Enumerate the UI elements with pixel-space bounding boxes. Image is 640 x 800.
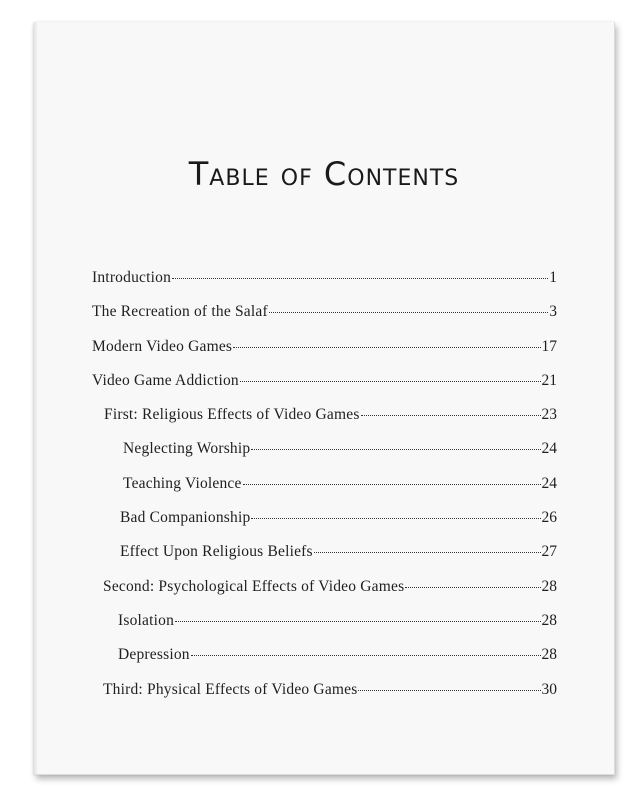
toc-entry xyxy=(34,578,614,612)
toc-entry-title: Bad Companionship xyxy=(120,509,251,527)
toc-dot-leader xyxy=(240,381,541,382)
toc-entry-title: The Recreation of the Salaf xyxy=(92,303,268,321)
toc-entry xyxy=(34,269,614,303)
toc-dot-leader xyxy=(243,484,541,485)
toc-entry-title: Introduction xyxy=(92,269,172,286)
toc-entry xyxy=(34,475,614,509)
page-title: Table of Contents xyxy=(188,155,460,193)
toc-entry-page: 24 xyxy=(541,474,557,492)
toc-entry-title: Isolation xyxy=(118,611,175,629)
toc-entry-title: Depression xyxy=(118,646,190,664)
toc-entry-page: 28 xyxy=(541,646,557,664)
toc-dot-leader xyxy=(251,449,540,450)
toc-entry xyxy=(34,372,614,406)
toc-dot-leader xyxy=(314,552,541,553)
toc-dot-leader xyxy=(175,621,540,622)
toc-entry-page: 21 xyxy=(541,371,557,389)
toc-dot-leader xyxy=(233,347,540,348)
toc-entry xyxy=(34,612,614,646)
toc-entry-page: 23 xyxy=(541,406,557,424)
toc-entry-title: Teaching Violence xyxy=(123,474,242,492)
toc-dot-leader xyxy=(405,587,540,588)
toc-entry-page: 28 xyxy=(541,611,557,629)
toc-entry xyxy=(34,543,614,577)
toc-dot-leader xyxy=(191,655,541,656)
toc-entry-title: Video Game Addiction xyxy=(92,371,239,389)
toc-entry-title: Second: Psychological Effects of Video Games xyxy=(103,577,405,595)
toc-entry-page: 24 xyxy=(541,440,557,458)
toc-entry xyxy=(34,440,614,474)
toc-entry-title: Neglecting Worship xyxy=(123,440,251,458)
toc-entry-page: 17 xyxy=(541,337,557,355)
toc-entry-page: 26 xyxy=(541,509,557,527)
toc-entry xyxy=(34,406,614,440)
toc-entry xyxy=(34,338,614,372)
toc-entry-title: Effect Upon Religious Beliefs xyxy=(120,543,313,561)
toc-entry-page: 28 xyxy=(541,577,557,595)
toc-entry-page: 1 xyxy=(549,269,557,286)
toc-dot-leader xyxy=(361,415,541,416)
toc-dot-leader xyxy=(251,518,540,519)
toc-dot-leader xyxy=(172,278,548,279)
toc-entry xyxy=(34,303,614,337)
toc-list xyxy=(34,269,614,715)
toc-entry xyxy=(34,681,614,715)
document-page xyxy=(34,22,615,775)
toc-entry-title: First: Religious Effects of Video Games xyxy=(104,406,360,424)
toc-entry-title: Third: Physical Effects of Video Games xyxy=(103,680,358,698)
toc-dot-leader xyxy=(269,312,548,313)
toc-dot-leader xyxy=(358,690,540,691)
toc-entry xyxy=(34,509,614,543)
toc-entry xyxy=(34,646,614,680)
toc-entry-page: 3 xyxy=(549,303,557,321)
toc-entry-page: 30 xyxy=(541,680,557,698)
toc-entry-page: 27 xyxy=(541,543,557,561)
toc-entry-title: Modern Video Games xyxy=(92,337,233,355)
